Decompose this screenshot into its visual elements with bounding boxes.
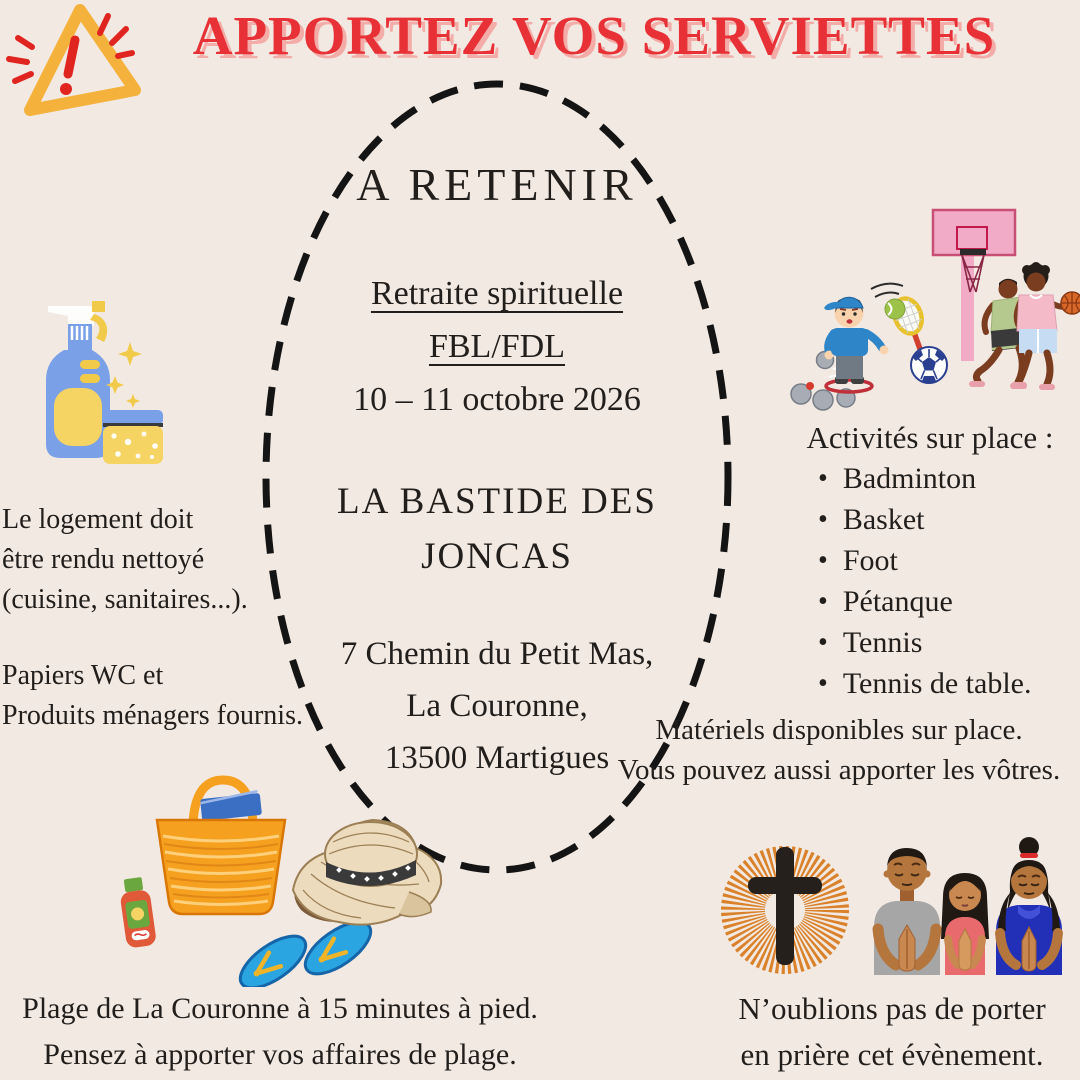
beach-note: Plage de La Couronne à 15 minutes à pied. Pensez à apporter vos affaires de plage. <box>22 992 538 1071</box>
list-item: • Basket <box>818 502 925 536</box>
activities-heading: Activités sur place : <box>806 420 1054 455</box>
basketball-icon <box>1061 292 1080 314</box>
tennis-player-icon <box>823 297 888 392</box>
list-item: • Tennis de table. <box>818 666 1032 700</box>
event-name: Retraite spirituelle <box>370 275 624 312</box>
activities-note: Matériels disponibles sur place. Vous pouvez aussi apporter les vôtres. <box>617 714 1061 786</box>
bullet-icon: • <box>818 544 828 576</box>
cross-and-praying-people-illustration <box>712 833 1080 981</box>
beach-basket-icon <box>157 780 285 914</box>
housekeeping-note-1: Le logement doit être rendu nettoyé (cuisine, sanitaires...). <box>2 504 248 615</box>
sparkles-icon <box>106 342 142 408</box>
beach-essentials-illustration <box>113 772 448 987</box>
bullet-icon: • <box>818 667 828 699</box>
sponge-icon <box>103 410 163 464</box>
poster-title: APPORTEZ VOS SERVIETTES <box>192 5 996 66</box>
list-item: • Tennis <box>818 625 923 659</box>
cleaning-spray-icon <box>28 292 198 482</box>
cross-sunburst-icon <box>743 847 827 965</box>
list-item: • Pétanque <box>818 584 953 618</box>
event-dates: 10 – 11 octobre 2026 <box>353 381 641 418</box>
oval-heading: A RETENIR <box>356 159 638 210</box>
list-item: • Badminton <box>818 461 977 495</box>
venue-address: 7 Chemin du Petit Mas, La Couronne, 13500 Martigues <box>340 636 654 776</box>
sun-hat-icon <box>293 820 441 925</box>
event-group: FBL/FDL <box>428 328 566 365</box>
oval-content <box>277 158 717 784</box>
praying-people-icon <box>874 837 1062 975</box>
list-item: • Foot <box>818 543 898 577</box>
bullet-icon: • <box>818 626 828 658</box>
activities-list <box>818 458 1031 704</box>
basketball-players-icon <box>969 262 1080 390</box>
soccer-ball-icon <box>911 347 947 383</box>
bullet-icon: • <box>818 462 828 494</box>
venue-name: LA BASTIDE DES JONCAS <box>337 481 657 577</box>
bullet-icon: • <box>818 503 828 535</box>
bullet-icon: • <box>818 585 828 617</box>
housekeeping-note-2: Papiers WC et Produits ménagers fournis. <box>2 660 303 731</box>
sports-illustration <box>785 197 1080 411</box>
sunscreen-bottle-icon <box>118 876 157 949</box>
prayer-note: N’oublions pas de porter en prière cet évènement. <box>738 991 1046 1072</box>
